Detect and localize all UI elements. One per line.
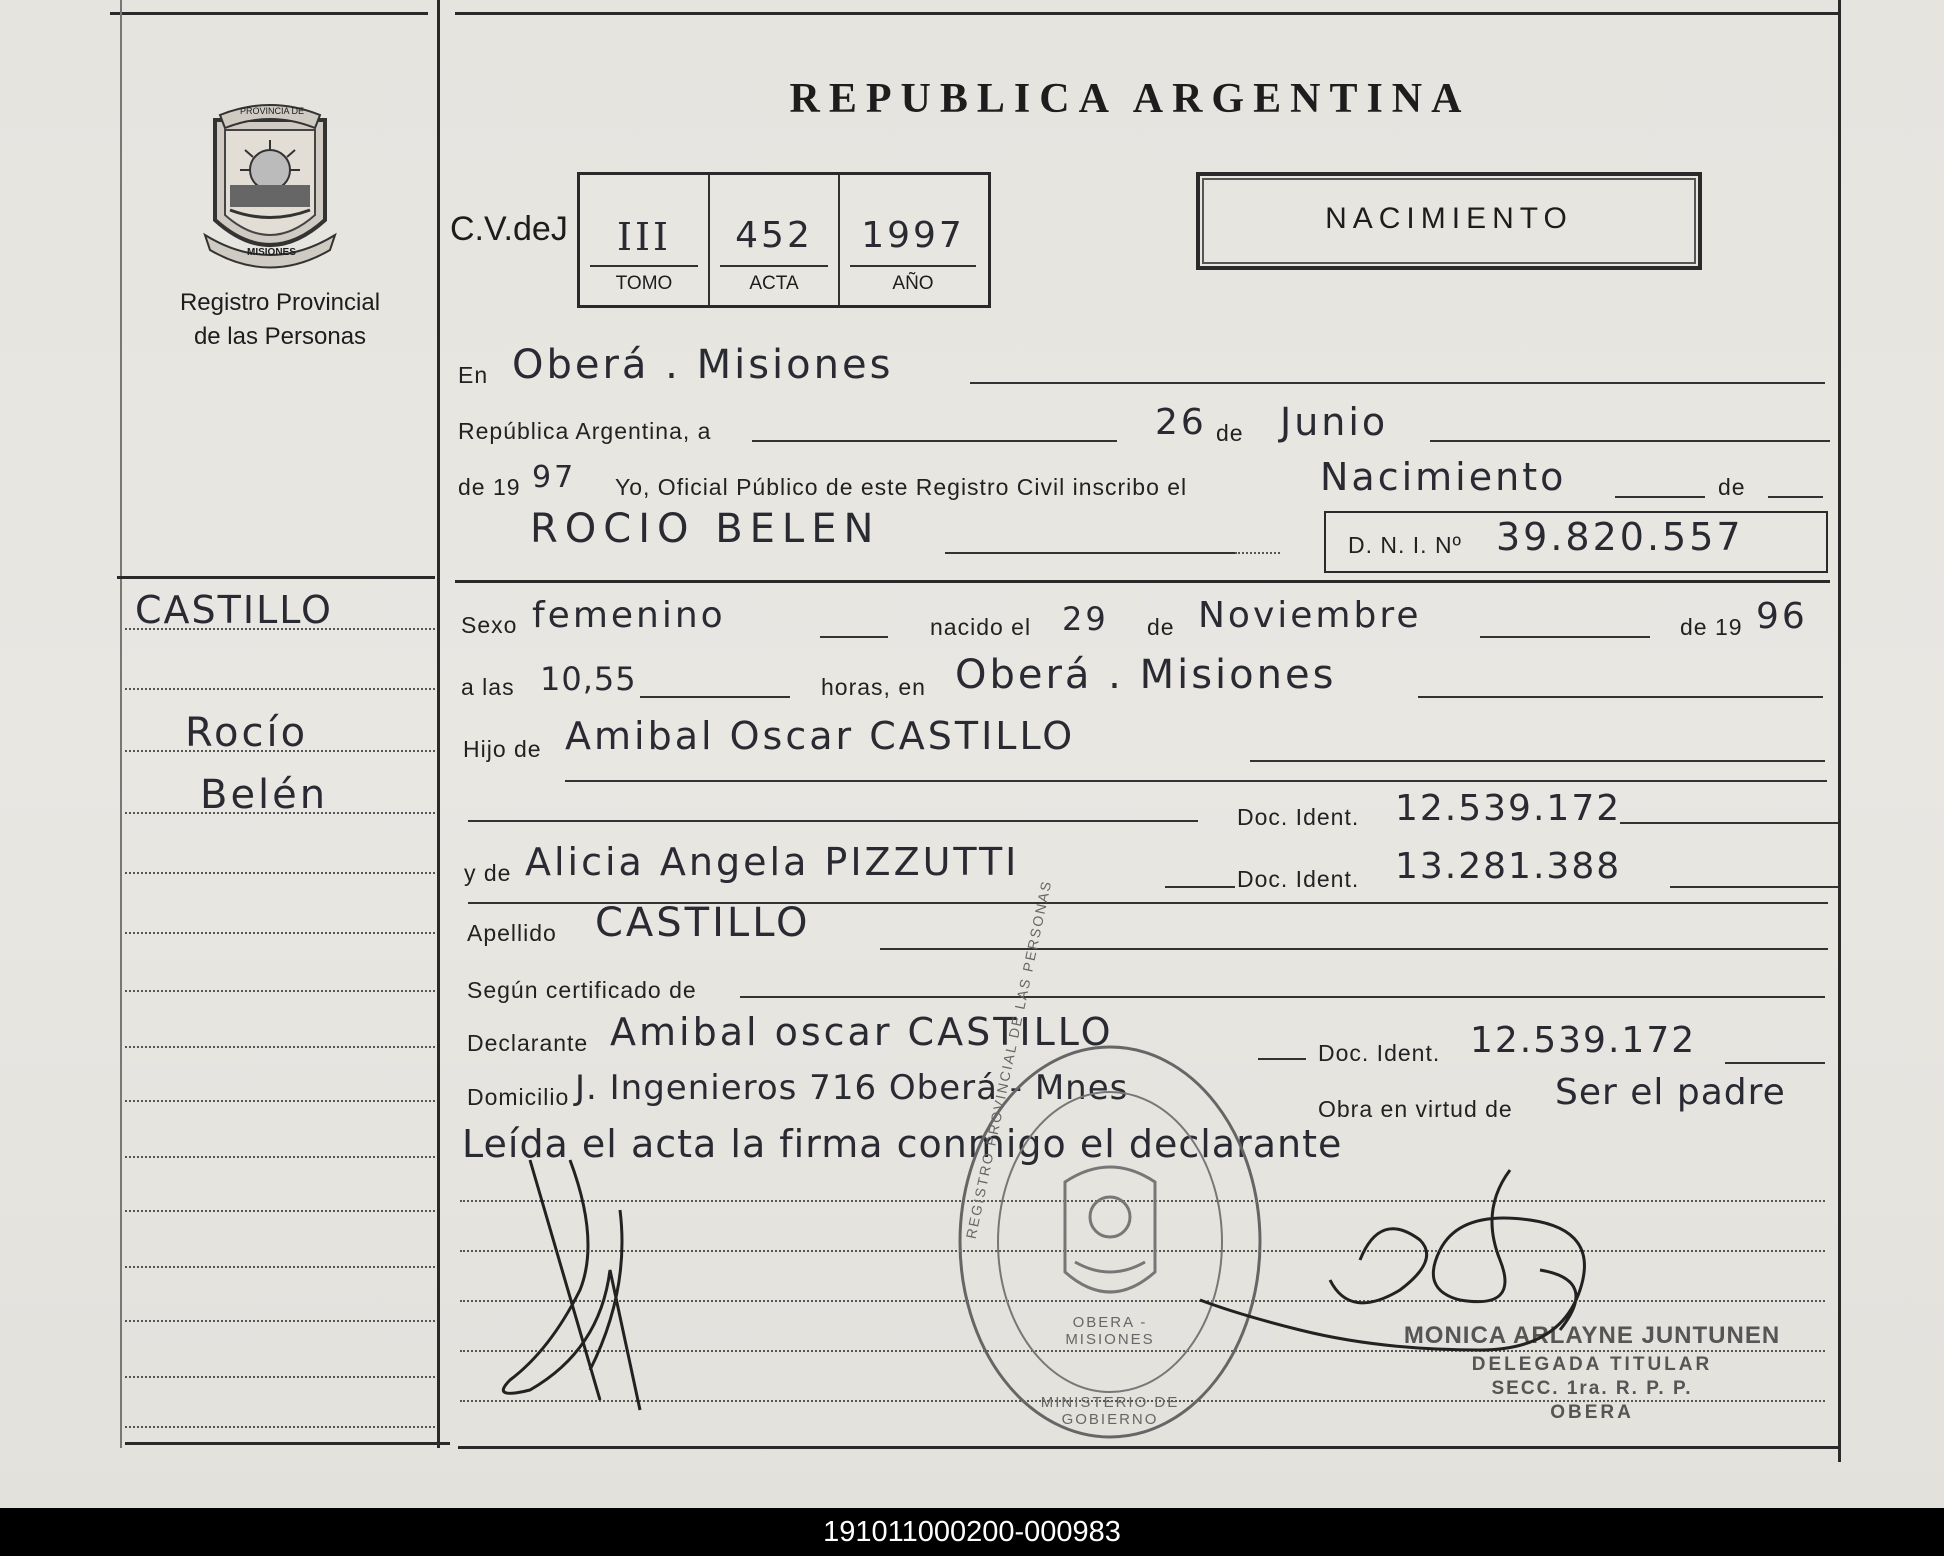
barcode-footer: 191011000200-000983 (0, 1508, 1944, 1556)
declarante-label: Declarante (467, 1030, 589, 1056)
dni-box (1324, 511, 1828, 573)
official-signature (1180, 1150, 1700, 1410)
record-number-box (577, 172, 991, 308)
anio-value: 1997 (861, 215, 965, 256)
margin-line-5 (125, 872, 435, 874)
hora-fill-line (640, 696, 790, 698)
round-stamp-inner-text: OBERA - MISIONES (1065, 1314, 1155, 1348)
column-divider (437, 0, 440, 1448)
margin-line-9 (125, 1100, 435, 1102)
sexo-value: femenino (532, 595, 726, 636)
right-section-rule (455, 580, 1830, 583)
de-label-1: de (1216, 420, 1244, 446)
margin-line-15 (125, 1426, 435, 1428)
segun-label: Según certificado de (467, 977, 697, 1003)
left-edge (120, 0, 122, 1448)
margin-line-11 (125, 1210, 435, 1212)
dni-label: D. N. I. Nº (1348, 532, 1462, 558)
left-bottom-rule (125, 1442, 450, 1445)
apellido-value: CASTILLO (595, 900, 811, 946)
margin-line-7 (125, 990, 435, 992)
anio-rule (850, 265, 976, 267)
padre-fill-line (1250, 760, 1825, 762)
seal-bottom-text: MISIONES (247, 247, 296, 258)
tomo-value: III (616, 215, 672, 259)
declarante-value: Amibal oscar CASTILLO (610, 1010, 1114, 1054)
dia-value: 26 (1155, 402, 1207, 443)
leida-value: Leída el acta la firma conmigo el declarante (462, 1122, 1343, 1166)
margin-name-2: Belén (200, 772, 329, 818)
yo-label: Yo, Oficial Público de este Registro Civil inscribo el (615, 474, 1188, 500)
republica-label: República Argentina, a (458, 418, 712, 444)
margin-name-1: Rocío (185, 710, 309, 756)
nombre-dots (1235, 552, 1280, 554)
official-stamp-title: DELEGADA TITULAR (1471, 1354, 1713, 1375)
mes-fill-line (1430, 440, 1830, 442)
en-fill-line (970, 382, 1825, 384)
nacido-label: nacido el (930, 614, 1032, 640)
mes-value: Junio (1280, 400, 1389, 444)
hora-value: 10,55 (540, 660, 637, 698)
de-label-3: de (1147, 614, 1175, 640)
yde-label: y de (464, 860, 512, 886)
padre-underline (565, 780, 1827, 782)
registry-name (120, 286, 440, 354)
inscribo-value: Nacimiento (1320, 455, 1567, 499)
horas-label: horas, en (821, 674, 926, 700)
hijo-label: Hijo de (463, 736, 542, 762)
tomo-label: TOMO (615, 273, 673, 294)
nacido-mes-fill-line (1480, 636, 1650, 638)
declarante-doc-value: 12.539.172 (1470, 1020, 1697, 1061)
de2-fill-line (1768, 496, 1823, 498)
madre-doc-value: 13.281.388 (1395, 846, 1622, 887)
madre-doc-label: Doc. Ident. (1237, 866, 1360, 892)
document-type: NACIMIENTO (1325, 202, 1573, 235)
apellido-fill-line (880, 948, 1828, 950)
record-prefix: C.V.deJ (450, 210, 568, 248)
declarant-signature (470, 1150, 730, 1430)
lugar-value: Oberá . Misiones (955, 652, 1337, 698)
nacido-anio: 96 (1756, 596, 1808, 637)
acta-value: 452 (735, 215, 813, 256)
margin-line-14 (125, 1376, 435, 1378)
right-edge (1838, 0, 1841, 1462)
nacido-dia: 29 (1062, 600, 1109, 638)
padre-doc-label: Doc. Ident. (1237, 804, 1360, 830)
madre-value: Alicia Angela PIZZUTTI (525, 840, 1020, 884)
page-title: REPUBLICA ARGENTINA (789, 76, 1471, 122)
nacido-anio-prefix: de 19 (1680, 614, 1743, 640)
sexo-fill-line (820, 636, 888, 638)
inscribo-fill-line (1615, 496, 1705, 498)
official-stamp-section: SECC. 1ra. R. P. P. (1491, 1378, 1693, 1399)
en-label: En (458, 362, 489, 388)
apellido-label: Apellido (467, 920, 557, 946)
sexo-label: Sexo (461, 612, 518, 638)
seal-top-text: PROVINCIA DE (240, 106, 305, 116)
margin-line-12 (125, 1266, 435, 1268)
margin-surname: CASTILLO (135, 588, 333, 632)
republica-fill-line (752, 440, 1117, 442)
acta-label: ACTA (749, 273, 799, 294)
nacido-mes: Noviembre (1198, 595, 1422, 636)
margin-line-13 (125, 1320, 435, 1322)
padre-value: Amibal Oscar CASTILLO (565, 714, 1076, 758)
tomo-rule (590, 265, 698, 267)
right-bottom-rule (458, 1446, 1838, 1449)
domicilio-value: J. Ingenieros 716 Oberá - Mnes (575, 1068, 1129, 1108)
left-section-rule (117, 576, 435, 579)
margin-line-6 (125, 932, 435, 934)
registry-line-2: de las Personas (193, 323, 367, 350)
round-stamp-ring-text: REGISTRO PROVINCIAL DE LAS PERSONAS (962, 878, 1055, 1241)
padre-doc-fill-line (1620, 822, 1838, 824)
anio-label: AÑO (892, 273, 934, 294)
lugar-fill-line (1418, 696, 1823, 698)
anio-label-prefix: de 19 (458, 474, 521, 500)
nombre-fill-line (945, 552, 1235, 554)
registry-line-1: Registro Provincial (179, 289, 381, 316)
alas-label: a las (461, 674, 515, 700)
margin-line-2 (125, 688, 435, 690)
acta-rule (720, 265, 828, 267)
padre-doc-value: 12.539.172 (1395, 788, 1622, 829)
declarante-fill-line (1258, 1058, 1306, 1060)
declarante-doc-label: Doc. Ident. (1318, 1040, 1441, 1066)
obra-label: Obra en virtud de (1318, 1096, 1513, 1122)
segun-fill-line (740, 996, 1825, 998)
left-top-rule (110, 12, 428, 15)
de-label-2: de (1718, 474, 1746, 500)
margin-line-8 (125, 1046, 435, 1048)
dni-value: 39.820.557 (1496, 515, 1744, 559)
official-stamp-city: OBERA (1550, 1402, 1634, 1423)
en-value: Oberá . Misiones (512, 342, 894, 388)
madre-fill-line (1165, 886, 1235, 888)
padre-extra-line (468, 820, 1198, 822)
right-top-rule (455, 12, 1840, 15)
document-type-box (1196, 172, 1702, 270)
anio-inscripcion: 97 (532, 460, 577, 495)
province-seal-emblem (195, 100, 345, 270)
declarante-doc-fill-line (1725, 1062, 1825, 1064)
margin-line-10 (125, 1156, 435, 1158)
official-stamp-name: MONICA ARLAYNE JUNTUNEN (1403, 1322, 1781, 1349)
domicilio-label: Domicilio (467, 1084, 570, 1110)
madre-doc-fill-line (1670, 886, 1838, 888)
round-stamp-bottom-text: MINISTERIO DE GOBIERNO (1040, 1394, 1180, 1428)
obra-value: Ser el padre (1555, 1072, 1786, 1113)
nombre-value: ROCIO BELEN (530, 506, 881, 552)
